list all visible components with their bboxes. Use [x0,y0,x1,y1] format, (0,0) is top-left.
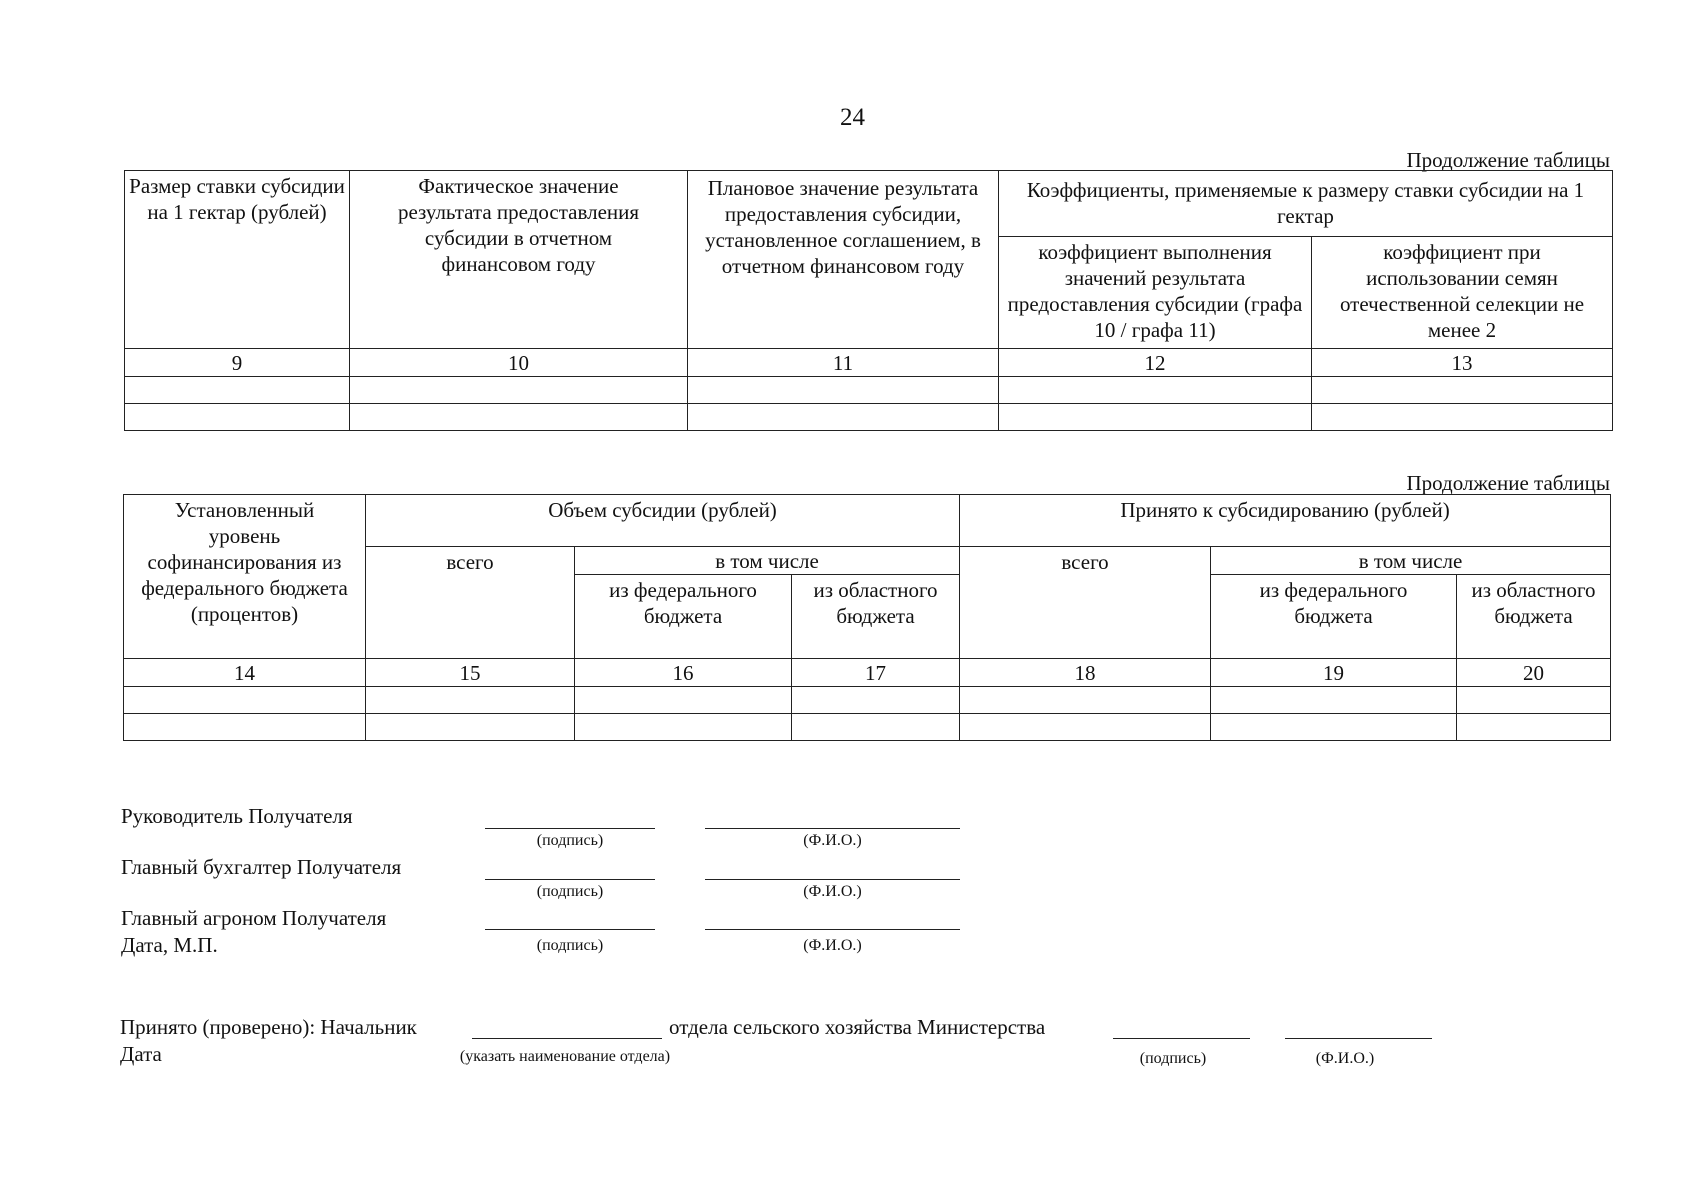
table-row [124,687,1611,714]
col-number: 14 [124,659,366,687]
signature-caption: (подпись) [1139,1050,1207,1067]
col-number: 17 [792,659,960,687]
col-number: 12 [999,349,1312,377]
fio-caption: (Ф.И.О.) [1315,1050,1375,1067]
table-cell [960,714,1211,741]
signature-line-acceptance[interactable] [1113,1038,1250,1039]
table-row [125,404,1613,431]
table-cell [688,377,999,404]
header-subsidy-volume: Объем субсидии (рублей) [366,495,960,547]
col-number: 18 [960,659,1211,687]
signature-line-head[interactable] [485,828,655,829]
col-number: 13 [1312,349,1613,377]
continuation-label-2: Продолжение таблицы [1406,471,1610,495]
table-cell [124,714,366,741]
fio-caption: (Ф.И.О.) [803,883,862,900]
continuation-label-1: Продолжение таблицы [1406,148,1610,172]
table-cell [366,714,575,741]
header-planned: Плановое значение результата предоставления субсидии, установленное соглашением, в отчетном финансовом году [688,171,999,349]
signature-line-accountant[interactable] [485,879,655,880]
header-accepted: Принято к субсидированию (рублей) [960,495,1611,547]
table-coefficients [124,170,1613,431]
signature-caption: (подпись) [536,883,604,900]
date-stamp-label: Дата, М.П. [121,933,218,957]
acceptance-prefix: Принято (проверено): Начальник [120,1015,417,1039]
table-row [125,377,1613,404]
table-row [124,714,1611,741]
table-cell [999,404,1312,431]
signature-label-head: Руководитель Получателя [121,804,353,828]
table-cell [792,714,960,741]
col-number: 9 [125,349,350,377]
header-including: в том числе [1211,547,1611,575]
department-line[interactable] [472,1038,662,1039]
header-total: всего [960,547,1211,659]
header-regional: из областного бюджета [1457,575,1611,659]
acceptance-middle: отдела сельского хозяйства Министерства [669,1015,1046,1039]
col-number: 15 [366,659,575,687]
col-number: 19 [1211,659,1457,687]
table-cell [124,687,366,714]
signature-caption: (подпись) [536,832,604,849]
fio-caption: (Ф.И.О.) [803,937,862,954]
table-cell [125,377,350,404]
header-rate: Размер ставки субсидии на 1 гектар (рублей) [125,171,350,349]
table-cell [688,404,999,431]
header-actual: Фактическое значение результата предоставления субсидии в отчетном финансовом году [350,171,688,349]
header-cofinancing: Установленный уровень софинансирования из федерального бюджета (процентов) [124,495,366,659]
header-coef-seeds: коэффициент при использовании семян отечественной селекции не менее 2 [1312,237,1613,349]
table-cell [960,687,1211,714]
header-federal: из федерального бюджета [1211,575,1457,659]
table-cell [366,687,575,714]
acceptance-date-label: Дата [120,1042,162,1066]
signature-line-agronomist[interactable] [485,929,655,930]
fio-line-head[interactable] [705,828,960,829]
col-number: 16 [575,659,792,687]
header-total: всего [366,547,575,659]
page-number: 24 [840,104,865,131]
table-cell [575,687,792,714]
table-cell [1312,377,1613,404]
header-federal: из федерального бюджета [575,575,792,659]
signature-label-agronomist: Главный агроном Получателя [121,906,387,930]
fio-caption: (Ф.И.О.) [803,832,862,849]
header-including: в том числе [575,547,960,575]
table-cell [792,687,960,714]
col-number: 20 [1457,659,1611,687]
signature-label-accountant: Главный бухгалтер Получателя [121,855,402,879]
fio-line-acceptance[interactable] [1285,1038,1432,1039]
fio-line-accountant[interactable] [705,879,960,880]
table-cell [1312,404,1613,431]
table-cell [350,404,688,431]
table-cell [350,377,688,404]
col-number: 11 [688,349,999,377]
header-coef-execution: коэффициент выполнения значений результата предоставления субсидии (графа 10 / графа 11) [999,237,1312,349]
col-number: 10 [350,349,688,377]
department-caption: (указать наименование отдела) [459,1048,671,1065]
table-cell [1457,687,1611,714]
table-cell [1211,687,1457,714]
table-cell [575,714,792,741]
fio-line-agronomist[interactable] [705,929,960,930]
table-cell [1457,714,1611,741]
table-subsidy-volume [123,494,1611,741]
header-coefficients: Коэффициенты, применяемые к размеру ставки субсидии на 1 гектар [999,171,1613,237]
table-cell [1211,714,1457,741]
signature-caption: (подпись) [536,937,604,954]
header-regional: из областного бюджета [792,575,960,659]
table-cell [125,404,350,431]
table-cell [999,377,1312,404]
